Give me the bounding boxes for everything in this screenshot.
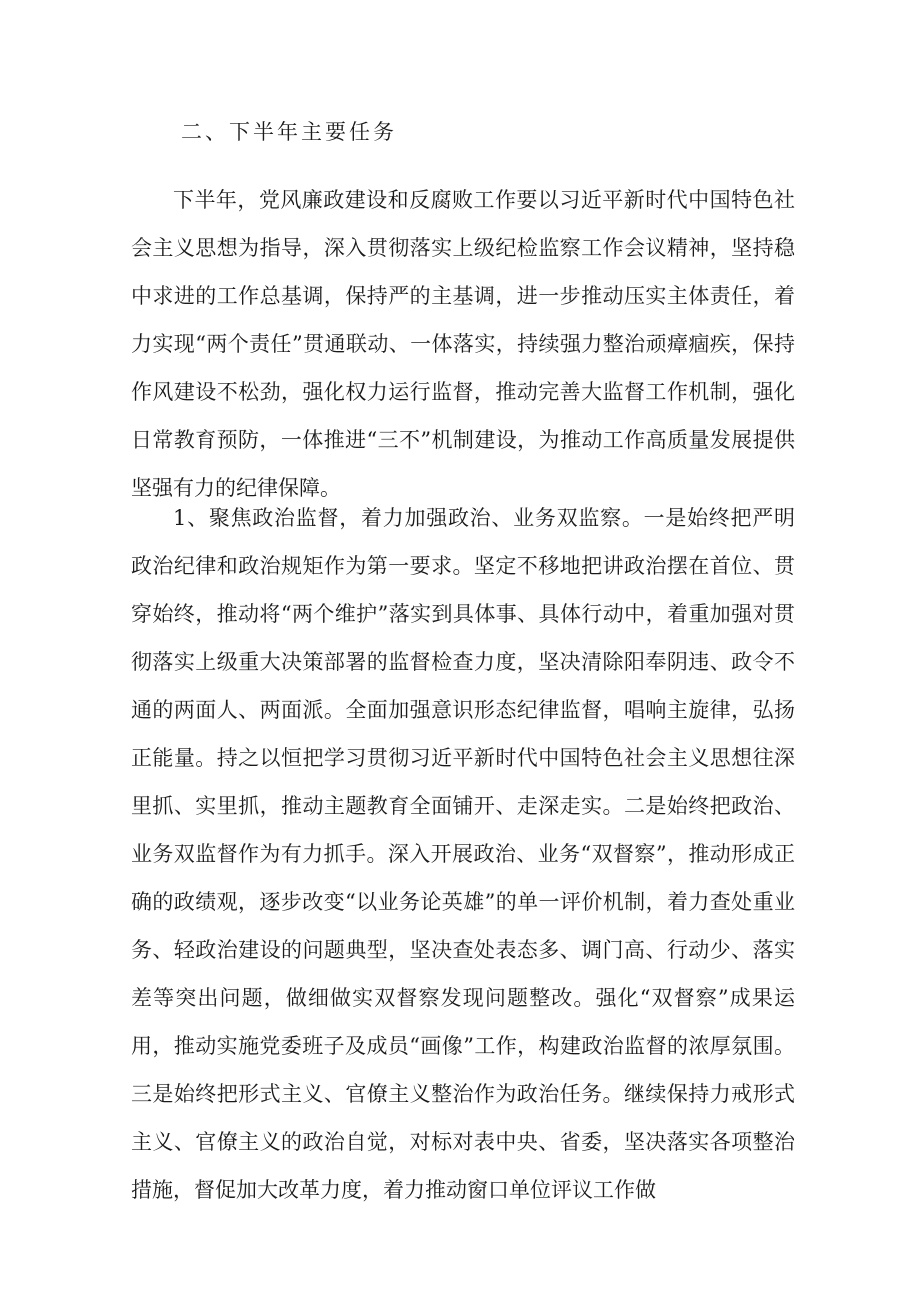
section-heading: 二、下半年主要任务 — [181, 120, 397, 144]
item-1-paragraph: 1、聚焦政治监督，着力加强政治、业务双监察。一是始终把严明政治纪律和政治规矩作为第一要求。坚定不移地把讲政治摆在首位、贯穿始终，推动将“两个维护”落实到具体事、具体行动中，着重加强对贯彻落实上级重大决策部署的监督检查力度，坚决清除阳奉阴违、政令不通的两面人、两面派。全面加强意识形态纪律监督，唱响主旋律，弘扬正能量。持之以恒把学习贯彻习近平新时代中国特色社会主义思想往深里抓、实里抓，推动主题教育全面铺开、走深走实。二是始终把政治、业务双监督作为有力抓手。深入开展政治、业务“双督察”，推动形成正确的政绩观，逐步改变“以业务论英雄”的单一评价机制，着力查处重业务、轻政治建设的问题典型，坚决查处表态多、调门高、行动少、落实差等突出问题，做细做实双督察发现问题整改。强化“双督察”成果运用，推动实施党委班子及成员“画像”工作，构建政治监督的浓厚氛围。三是始终把形式主义、官僚主义整治作为政治任务。继续保持力戒形式主义、官僚主义的政治自觉，对标对表中央、省委，坚决落实各项整治措施，督促加大改革力度，着力推动窗口单位评议工作做 — [131, 506, 795, 1202]
intro-paragraph: 下半年，党风廉政建设和反腐败工作要以习近平新时代中国特色社会主义思想为指导，深入贯彻落实上级纪检监察工作会议精神，坚持稳中求进的工作总基调，保持严的主基调，进一步推动压实主体责任，着力实现“两个责任”贯通联动、一体落实，持续强力整治顽瘴痼疾，保持作风建设不松劲，强化权力运行监督，推动完善大监督工作机制，强化日常教育预防，一体推进“三不”机制建设，为推动工作高质量发展提供坚强有力的纪律保障。 — [131, 188, 795, 500]
